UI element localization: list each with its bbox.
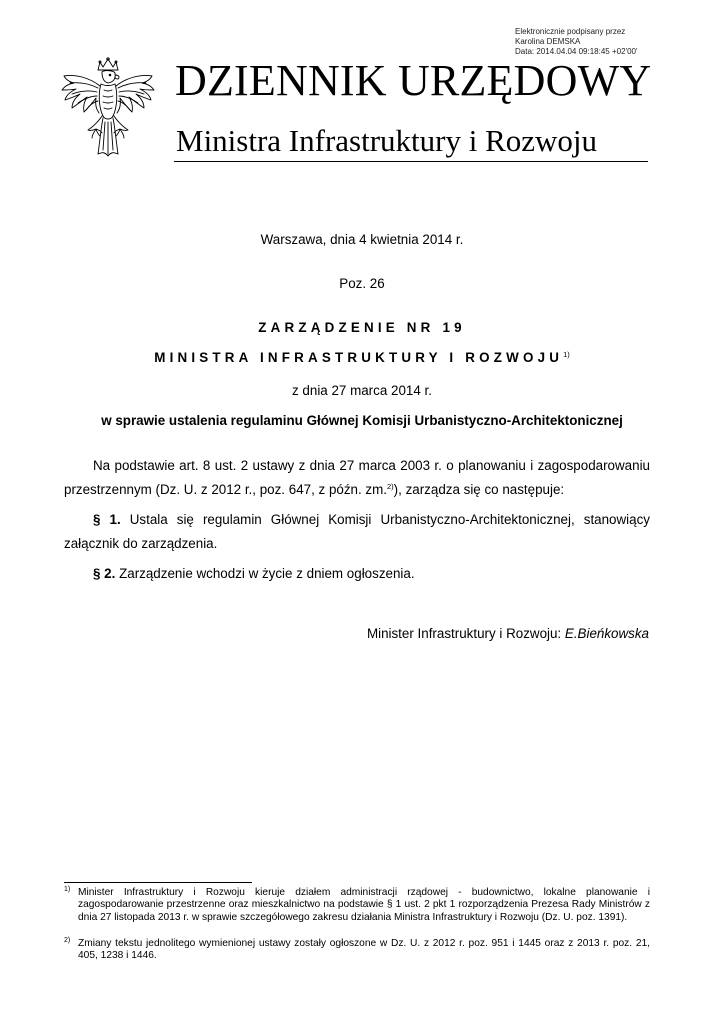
act-issuer: MINISTRA INFRASTRUKTURY I ROZWOJU [154,350,564,365]
preamble-text: Na podstawie art. 8 ust. 2 ustawy z dnia 27 marca 2003 r. o planowaniu i zagospodarowaniu przestrzennym (Dz. U. z 2012 r., poz. 647, z późn. zm. [64,458,650,497]
section-2-paragraph [64,562,650,586]
section-1-paragraph [64,508,650,556]
footnote-2-mark: 2) [64,937,71,944]
footnote-1 [64,887,650,924]
footnote-2 [64,938,650,963]
section-1-label: § 1. [93,512,121,527]
section-1-text: Ustala się regulamin Głównej Komisji Urbanistyczno-Architektonicznej, stanowiący załącznik do zarządzenia. [64,512,650,551]
position-number: Poz. 26 [339,276,385,291]
footnote-divider [64,882,252,883]
footnote-ref-1: 1) [563,350,570,359]
footnote-ref-2: 2) [387,482,394,491]
act-date: z dnia 27 marca 2014 r. [292,383,432,398]
act-type: ZARZĄDZENIE NR 19 [258,320,466,335]
journal-subtitle: Ministra Infrastruktury i Rozwoju [176,123,598,158]
act-subject: w sprawie ustalenia regulaminu Głównej Komisji Urbanistyczno-Architektonicznej [101,413,623,428]
electronic-signature-stamp [515,27,638,57]
footnote-1-text: Minister Infrastruktury i Rozwoju kieruje działem administracji rządowej - budownictwo, lokalne planowanie i zagospodarowanie przestrzenne oraz mieszkalnictwo na podstawie § 1 ust. 2 pkt 1 rozporządzenia Prezesa Rady Ministrów z dnia 27 listopada 2013 r. w sprawie szczegółowego zakresu działania Ministra Infrastruktury i Rozwoju (Dz. U. poz. 1391). [78,887,650,923]
signatory-name: E.Bieńkowska [564,626,649,641]
footnote-2-text: Zmiany tekstu jednolitego wymienionej ustawy zostały ogłoszone w Dz. U. z 2012 r. poz. 951 i 1445 oraz z 2013 r. poz. 21, 405, 1238 i 1446. [78,938,650,962]
signature-stamp-date: Data: 2014.04.04 09:18:45 +02'00' [515,47,638,56]
signatory [367,626,649,642]
act-issuer-line [0,350,724,366]
masthead-divider [174,161,648,162]
signatory-role: Minister Infrastruktury i Rozwoju: [366,626,562,641]
journal-title: DZIENNIK URZĘDOWY [175,56,652,105]
preamble-paragraph [64,454,650,502]
place-and-date: Warszawa, dnia 4 kwietnia 2014 r. [260,232,464,247]
footnote-1-mark: 1) [64,886,71,893]
signature-stamp-line: Elektronicznie podpisany przez [515,27,626,36]
section-2-text: Zarządzenie wchodzi w życie z dniem ogłoszenia. [119,566,415,581]
signature-stamp-signer: Karolina DEMSKA [515,37,581,46]
white-eagle-emblem-icon [58,56,158,164]
section-2-label: § 2. [93,566,116,581]
preamble-text-end: ), zarządza się co następuje: [393,482,565,497]
